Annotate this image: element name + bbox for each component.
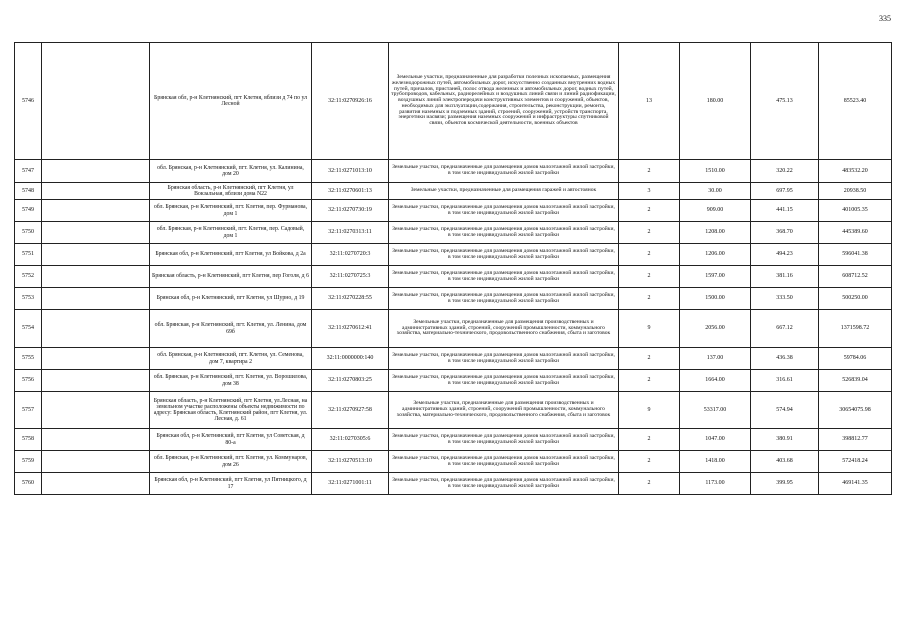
cadastral-value: 572418.24 [819, 451, 892, 473]
row-number: 5755 [15, 348, 42, 370]
cadastral-value: 445389.60 [819, 222, 892, 244]
area-value: 180.00 [680, 43, 751, 160]
area-value: 1597.00 [680, 266, 751, 288]
specific-value: 399.95 [751, 473, 819, 495]
address-cell: Брянская область, р-н Клетнянский, пгт Клетня, ул.Лесная, на земельном участке расположены объекты недвижимости по адресу: Брянская область, Клетнянский район, пгт Клетня, ул. Лесная, д. 61 [150, 392, 312, 429]
specific-value: 475.13 [751, 43, 819, 160]
cadastral-value: 20938.50 [819, 183, 892, 200]
cadastral-value: 596041.38 [819, 244, 892, 266]
area-value: 1418.00 [680, 451, 751, 473]
group-number: 2 [619, 200, 680, 222]
row-number: 5746 [15, 43, 42, 160]
group-number: 2 [619, 222, 680, 244]
specific-value: 381.16 [751, 266, 819, 288]
table-row [15, 200, 892, 222]
empty-cell [42, 429, 150, 451]
group-number: 2 [619, 244, 680, 266]
empty-cell [42, 392, 150, 429]
cadastral-value: 469141.35 [819, 473, 892, 495]
group-number: 3 [619, 183, 680, 200]
address-cell: Брянская область, р-н Клетнянский, пгт Клетня, ул Вокзальная, вблизи дома N22 [150, 183, 312, 200]
land-use-purpose: Земельные участки, предназначенные для размещения домов малоэтажной жилой застройки, в том числе индивидуальной жилой застройки [389, 222, 619, 244]
empty-cell [42, 160, 150, 183]
cadastral-value: 59784.06 [819, 348, 892, 370]
table-row [15, 310, 892, 348]
table-row [15, 370, 892, 392]
group-number: 2 [619, 429, 680, 451]
cadastral-number: 32:11:0270513:10 [312, 451, 389, 473]
address-cell: обл. Брянская, р-н Клетнянский, пгт. Клетня, ул. Ворошилова, дом 38 [150, 370, 312, 392]
cadastral-value: 85523.40 [819, 43, 892, 160]
row-number: 5752 [15, 266, 42, 288]
empty-cell [42, 370, 150, 392]
row-number: 5758 [15, 429, 42, 451]
table-row [15, 43, 892, 160]
empty-cell [42, 43, 150, 160]
specific-value: 320.22 [751, 160, 819, 183]
page-number: 335 [879, 14, 891, 23]
group-number: 2 [619, 370, 680, 392]
address-cell: обл. Брянская, р-н Клетнянский, пгт. Клетня, пер. Садовый, дом 1 [150, 222, 312, 244]
table-row [15, 451, 892, 473]
row-number: 5760 [15, 473, 42, 495]
empty-cell [42, 473, 150, 495]
cadastral-value-table [14, 42, 892, 495]
land-use-purpose: Земельные участки, предназначенные для размещения домов малоэтажной жилой застройки, в том числе индивидуальной жилой застройки [389, 348, 619, 370]
land-use-purpose: Земельные участки, предназначенные для размещения производственных и административных зданий, строений, сооружений промышленности, коммунального хозяйства, материально-технического, продовольственного снабжения, сбыта и заготовок [389, 392, 619, 429]
area-value: 1047.00 [680, 429, 751, 451]
specific-value: 697.95 [751, 183, 819, 200]
cadastral-number: 32:11:0270926:16 [312, 43, 389, 160]
empty-cell [42, 244, 150, 266]
group-number: 2 [619, 473, 680, 495]
address-cell: обл. Брянская, р-н Клетнянский, пгт. Клетня, пер. Фурманова, дом 1 [150, 200, 312, 222]
land-use-purpose: Земельные участки, предназначенные для размещения домов малоэтажной жилой застройки, в том числе индивидуальной жилой застройки [389, 429, 619, 451]
table-row [15, 348, 892, 370]
row-number: 5748 [15, 183, 42, 200]
address-cell: обл. Брянская, р-н Клетнянский, пгт. Клетня, ул. Ленина, дом 69б [150, 310, 312, 348]
area-value: 1510.00 [680, 160, 751, 183]
empty-cell [42, 451, 150, 473]
cadastral-number: 32:11:0271013:10 [312, 160, 389, 183]
address-cell: Брянская обл, р-н Клетнянский, пгт Клетня, ул Советская, д 80-а [150, 429, 312, 451]
specific-value: 380.91 [751, 429, 819, 451]
specific-value: 368.70 [751, 222, 819, 244]
cadastral-number: 32:11:0270313:11 [312, 222, 389, 244]
cadastral-number: 32:11:0270730:19 [312, 200, 389, 222]
table-row [15, 160, 892, 183]
specific-value: 333.50 [751, 288, 819, 310]
land-use-purpose: Земельные участки, предназначенные для размещения домов малоэтажной жилой застройки, в том числе индивидуальной жилой застройки [389, 370, 619, 392]
table-row [15, 266, 892, 288]
address-cell: Брянская обл, р-н Клетнянский, пгт Клетня, вблизи д 74 по ул Лесной [150, 43, 312, 160]
row-number: 5753 [15, 288, 42, 310]
land-use-purpose: Земельные участки, предназначенные для размещения гаражей и автостоянок [389, 183, 619, 200]
cadastral-number: 32:11:0270725:3 [312, 266, 389, 288]
land-use-purpose: Земельные участки, предназначенные для размещения домов малоэтажной жилой застройки, в том числе индивидуальной жилой застройки [389, 451, 619, 473]
table-row [15, 473, 892, 495]
table-row [15, 429, 892, 451]
table-row [15, 183, 892, 200]
cadastral-value: 500250.00 [819, 288, 892, 310]
specific-value: 403.68 [751, 451, 819, 473]
area-value: 1206.00 [680, 244, 751, 266]
empty-cell [42, 288, 150, 310]
cadastral-number: 32:11:0271001:11 [312, 473, 389, 495]
address-cell: обл. Брянская, р-н Клетнянский, пгт. Клетня, ул. Калинина, дом 20 [150, 160, 312, 183]
specific-value: 574.94 [751, 392, 819, 429]
row-number: 5747 [15, 160, 42, 183]
land-use-purpose: Земельные участки, предназначенные для размещения домов малоэтажной жилой застройки, в том числе индивидуальной жилой застройки [389, 288, 619, 310]
row-number: 5754 [15, 310, 42, 348]
specific-value: 667.12 [751, 310, 819, 348]
row-number: 5751 [15, 244, 42, 266]
address-cell: Брянская область, р-н Клетнянский, пгт Клетня, пер Гоголя, д 6 [150, 266, 312, 288]
cadastral-number: 32:11:0270803:25 [312, 370, 389, 392]
area-value: 1208.00 [680, 222, 751, 244]
land-use-purpose: Земельные участки, предназначенные для размещения домов малоэтажной жилой застройки, в том числе индивидуальной жилой застройки [389, 160, 619, 183]
land-use-purpose: Земельные участки, предназначенные для размещения домов малоэтажной жилой застройки, в том числе индивидуальной жилой застройки [389, 266, 619, 288]
group-number: 2 [619, 451, 680, 473]
cadastral-number: 32:11:0270601:13 [312, 183, 389, 200]
specific-value: 494.23 [751, 244, 819, 266]
cadastral-number: 32:11:0270612:41 [312, 310, 389, 348]
empty-cell [42, 200, 150, 222]
row-number: 5759 [15, 451, 42, 473]
address-cell: обл. Брянская, р-н Клетнянский, пгт. Клетня, ул. Коммунаров, дом 26 [150, 451, 312, 473]
cadastral-number: 32:11:0000000:140 [312, 348, 389, 370]
area-value: 1500.00 [680, 288, 751, 310]
cadastral-value: 608712.52 [819, 266, 892, 288]
area-value: 1664.00 [680, 370, 751, 392]
group-number: 9 [619, 310, 680, 348]
cadastral-value: 483532.20 [819, 160, 892, 183]
land-use-purpose: Земельные участки, предназначенные для размещения производственных и административных зданий, строений, сооружений промышленности, коммунального хозяйства, материально-технического, продовольственного снабжения, сбыта и заготовок [389, 310, 619, 348]
group-number: 2 [619, 266, 680, 288]
address-cell: Брянская обл, р-н Клетнянский, пгт Клетня, ул Пятницкого, д 17 [150, 473, 312, 495]
area-value: 137.00 [680, 348, 751, 370]
group-number: 9 [619, 392, 680, 429]
row-number: 5756 [15, 370, 42, 392]
empty-cell [42, 266, 150, 288]
address-cell: обл. Брянская, р-н Клетнянский, пгт. Клетня, ул. Семенова, дом 7, квартира 2 [150, 348, 312, 370]
group-number: 2 [619, 160, 680, 183]
area-value: 2056.00 [680, 310, 751, 348]
land-use-purpose: Земельные участки, предназначенные для размещения домов малоэтажной жилой застройки, в том числе индивидуальной жилой застройки [389, 200, 619, 222]
cadastral-number: 32:11:0270305:6 [312, 429, 389, 451]
cadastral-value: 1371598.72 [819, 310, 892, 348]
empty-cell [42, 348, 150, 370]
cadastral-number: 32:11:0270720:3 [312, 244, 389, 266]
specific-value: 316.61 [751, 370, 819, 392]
specific-value: 441.15 [751, 200, 819, 222]
land-use-purpose: Земельные участки, предназначенные для размещения домов малоэтажной жилой застройки, в том числе индивидуальной жилой застройки [389, 473, 619, 495]
row-number: 5750 [15, 222, 42, 244]
cadastral-value: 526839.04 [819, 370, 892, 392]
address-cell: Брянская обл, р-н Клетнянский, пгт Клетня, ул Шурно, д 19 [150, 288, 312, 310]
land-use-purpose: Земельные участки, предназначенные для разработки полезных ископаемых, размещения железнодорожных путей, автомобильных дорог, искусственно созданных внутренних водных путей, причалов, пристаней, полос отвода железных и автомобильных дорог, водных путей, трубопроводов, кабельных, радиорелейных и воздушных линий связи и линий радиофикации, воздушных линий электропередачи конструктивных элементов и сооружений, объектов, необходимых для эксплуатации,содержания, строительства, реконструкции, ремонта, развития наземных и подземных зданий, строений, сооружений, устройств транспорта, энергетики иасвязи; размещения наземных сооружений и инфраструктуры спутниковой связи, объектов космической деятельности, военных объектов [389, 43, 619, 160]
row-number: 5749 [15, 200, 42, 222]
area-value: 30.00 [680, 183, 751, 200]
cadastral-value: 401005.35 [819, 200, 892, 222]
area-value: 909.00 [680, 200, 751, 222]
cadastral-value: 398812.77 [819, 429, 892, 451]
table-row [15, 244, 892, 266]
specific-value: 436.38 [751, 348, 819, 370]
land-use-purpose: Земельные участки, предназначенные для размещения домов малоэтажной жилой застройки, в том числе индивидуальной жилой застройки [389, 244, 619, 266]
cadastral-number: 32:11:0270228:55 [312, 288, 389, 310]
area-value: 1173.00 [680, 473, 751, 495]
cadastral-number: 32:11:0270927:58 [312, 392, 389, 429]
address-cell: Брянская обл, р-н Клетнянский, пгт Клетня, ул Войкова, д 2а [150, 244, 312, 266]
empty-cell [42, 222, 150, 244]
group-number: 2 [619, 288, 680, 310]
area-value: 53317.00 [680, 392, 751, 429]
table-row [15, 392, 892, 429]
cadastral-value: 30654075.98 [819, 392, 892, 429]
table-row [15, 222, 892, 244]
row-number: 5757 [15, 392, 42, 429]
group-number: 13 [619, 43, 680, 160]
empty-cell [42, 310, 150, 348]
empty-cell [42, 183, 150, 200]
table-row [15, 288, 892, 310]
group-number: 2 [619, 348, 680, 370]
